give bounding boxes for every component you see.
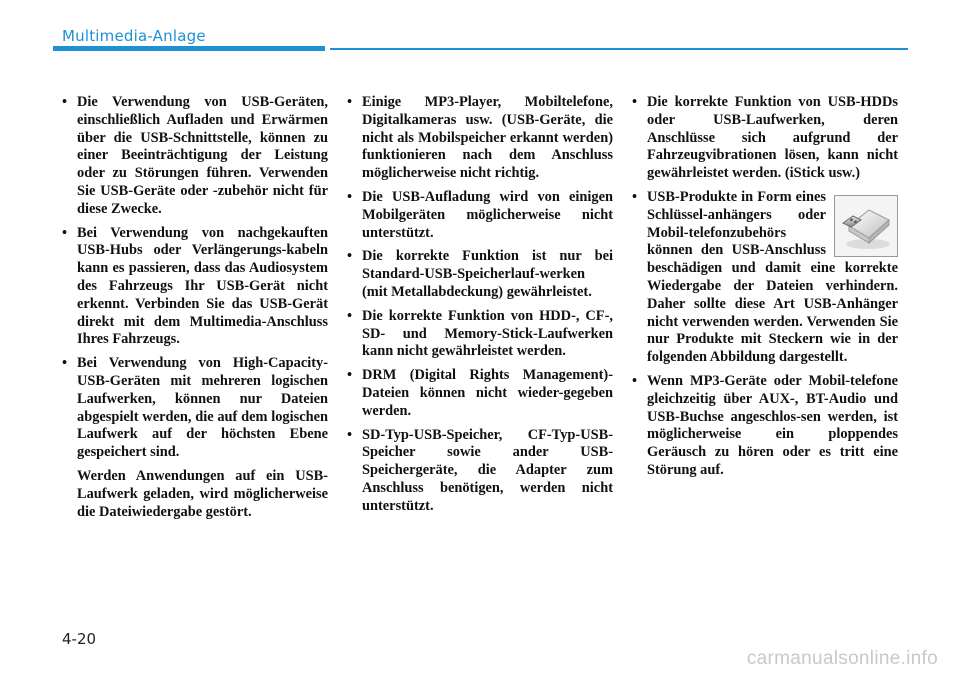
paragraph: • Wenn MP3-Geräte oder Mobil-telefone gleichzeitig über AUX-, BT-Audio und USB-Buchse angeschlos-sen werden, ist möglicherweise ein ploppendes Geräusch zu hören oder es tritt eine Störung auf. xyxy=(632,373,898,480)
paragraph: • Die korrekte Funktion von HDD-, CF-, SD- und Memory-Stick-Laufwerken kann nicht gewährleistet werden. xyxy=(347,308,613,361)
text-column-2 xyxy=(347,94,613,522)
page-number: 4-20 xyxy=(62,630,97,648)
watermark: carmanualsonline.info xyxy=(746,648,938,669)
paragraph: • SD-Typ-USB-Speicher, CF-Typ-USB-Speicher sowie ander USB-Speichergeräte, die Adapter zum Anschluss benötigen, werden nicht unterstützt. xyxy=(347,427,613,516)
header-title: Multimedia-Anlage xyxy=(62,27,206,45)
paragraph: • USB-Produkte in Form eines Schlüssel-anhängers oder Mobil-telefonzubehörs können den USB-Anschluss beschädigen und damit eine korrekte Wiedergabe der Dateien verhindern. Daher sollte diese Art USB-Anhänger nicht verwenden werden. Verwenden Sie nur Produkte mit Steckern wie in der folgenden Abbildung dargestellt. xyxy=(632,189,898,367)
paragraph: • Einige MP3-Player, Mobiltelefone, Digitalkameras usw. (USB-Geräte, die nicht als Mobilspeicher erkannt werden) funktionieren nach dem Anschluss möglicherweise nicht richtig. xyxy=(347,94,613,183)
header-rule-accent xyxy=(53,46,325,51)
paragraph: • Die korrekte Funktion von USB-HDDs oder USB-Laufwerken, deren Anschlüsse sich aufgrund der Fahrzeugvibrationen lösen, kann nicht gewährleistet werden. (iStick usw.) xyxy=(632,94,898,183)
paragraph: Werden Anwendungen auf ein USB-Laufwerk geladen, wird möglicherweise die Dateiwiedergabe gestört. xyxy=(77,467,328,520)
paragraph: • DRM (Digital Rights Management)-Dateien können nicht wieder-gegeben werden. xyxy=(347,367,613,420)
paragraph: • Bei Verwendung von High-Capacity-USB-Geräten mit mehreren logischen Laufwerken, können nur Dateien abgespielt werden, die auf dem logischen Laufwerk auf der höchsten Ebene gespeichert sind. xyxy=(62,355,328,462)
text-column-1 xyxy=(62,94,328,527)
paragraph: • Die Verwendung von USB-Geräten, einschließlich Aufladen und Erwärmen über die USB-Schnittstelle, können zu einer Beeinträchtigung der Leistung oder zu Störungen führen. Verwenden Sie USB-Geräte oder -zubehör nicht für diese Zwecke. xyxy=(62,94,328,219)
paragraph: • Bei Verwendung von nachgekauften USB-Hubs oder Verlängerungs-kabeln kann es passieren, dass das Audiosystem des Fahrzeugs Ihr USB-Gerät nicht erkennt. Verbinden Sie das USB-Gerät direkt mit dem Multimedia-Anschluss Ihres Fahrzeugs. xyxy=(62,225,328,350)
paragraph: • Die USB-Aufladung wird von einigen Mobilgeräten möglicherweise nicht unterstützt. xyxy=(347,189,613,242)
header-rule xyxy=(330,48,908,50)
paragraph: • Die korrekte Funktion ist nur bei Standard-USB-Speicherlauf-werken (mit Metallabdeckung) gewährleistet. xyxy=(347,248,613,301)
text-column-3 xyxy=(632,94,898,486)
